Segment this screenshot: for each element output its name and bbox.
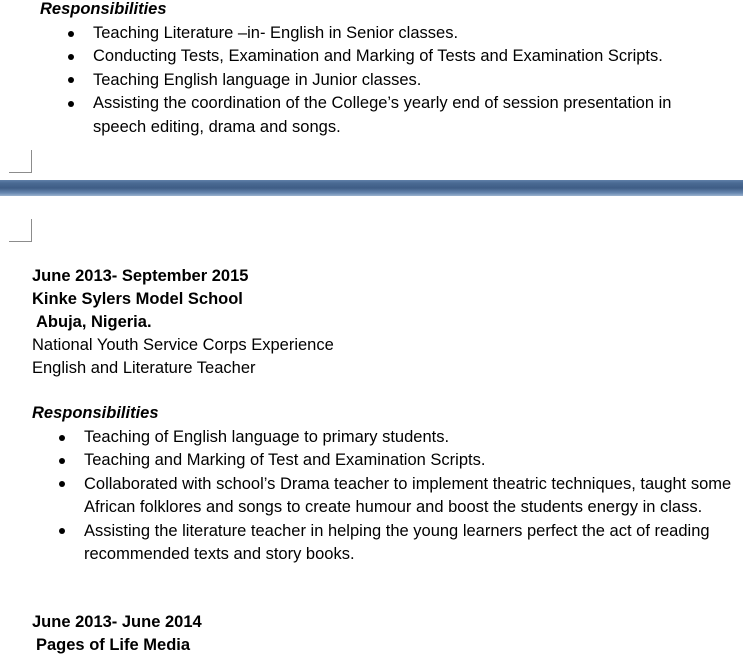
responsibilities-heading: Responsibilities xyxy=(40,0,167,18)
job-role: English and Literature Teacher xyxy=(32,359,256,377)
list-item: Collaborated with school’s Drama teacher to implement theatric techniques, taught some African folklores and songs to create humour and boost the students energy in class. xyxy=(59,473,741,520)
job-location: Abuja, Nigeria. xyxy=(36,313,152,331)
list-item: Assisting the literature teacher in helping the young learners perfect the act of reading recommended texts and story books. xyxy=(59,520,741,567)
job-dates: June 2013- June 2014 xyxy=(32,613,202,631)
page-break-gap xyxy=(0,180,743,196)
job-dates: June 2013- September 2015 xyxy=(32,267,249,285)
text-boundary-corner-mark xyxy=(9,150,32,173)
list-item: Teaching English language in Junior classes. xyxy=(68,69,728,92)
responsibilities-list xyxy=(59,426,741,566)
list-item: Teaching and Marking of Test and Examination Scripts. xyxy=(59,449,741,472)
job-employer: Pages of Life Media xyxy=(36,636,191,654)
job-program: National Youth Service Corps Experience xyxy=(32,336,334,354)
list-item: Conducting Tests, Examination and Marking of Tests and Examination Scripts. xyxy=(68,45,728,68)
list-item: Teaching Literature –in- English in Senior classes. xyxy=(68,22,728,45)
job-employer: Kinke Sylers Model School xyxy=(32,290,243,308)
text-boundary-corner-mark xyxy=(9,219,32,242)
document-page-top xyxy=(0,0,743,180)
list-item: Teaching of English language to primary students. xyxy=(59,426,741,449)
responsibilities-list xyxy=(68,22,728,139)
list-item: Assisting the coordination of the College’s yearly end of session presentation in speech editing, drama and songs. xyxy=(68,92,728,139)
responsibilities-heading: Responsibilities xyxy=(32,404,159,422)
